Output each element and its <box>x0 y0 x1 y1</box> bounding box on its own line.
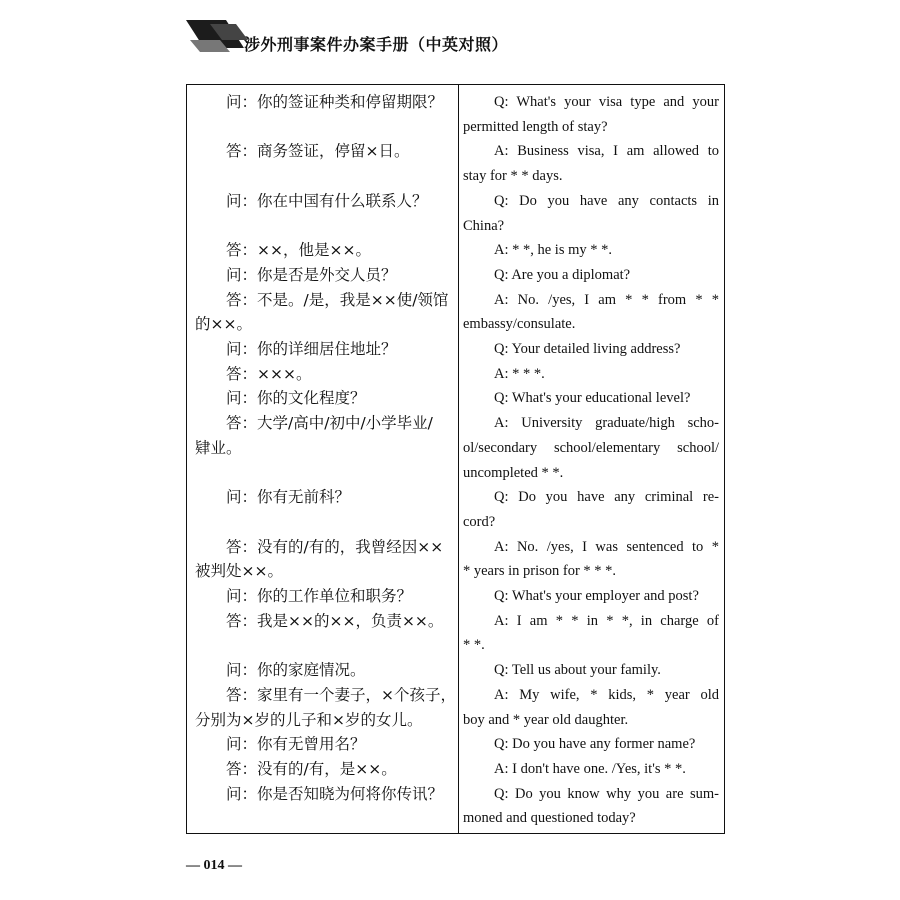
page-number: — 014 — <box>186 858 242 873</box>
zh-dialogue-line: 答：没有的/有的，我曾经因×× <box>226 537 444 556</box>
en-dialogue-line: A: University graduate/high scho- <box>494 415 719 432</box>
header-decoration-icon <box>186 18 248 52</box>
en-dialogue-line: Q: What's your educational level? <box>494 390 691 407</box>
zh-dialogue-line: 问：你的签证种类和停留期限？ <box>226 93 444 111</box>
zh-dialogue-line: 被判处××。 <box>195 562 283 581</box>
en-dialogue-line: A: I am * * in * *, in charge of <box>494 612 719 629</box>
zh-dialogue-line: 答：商务签证，停留×日。 <box>226 142 410 161</box>
zh-dialogue-line: 问：你是否知晓为何将你传讯？ <box>226 784 444 803</box>
en-dialogue-line: Q: What's your visa type and your <box>494 94 719 110</box>
en-dialogue-line: * *. <box>463 637 485 654</box>
zh-dialogue-line: 的××。 <box>195 315 252 334</box>
zh-dialogue-line: 问：你有无曾用名？ <box>226 735 366 754</box>
en-dialogue-line: uncompleted * *. <box>463 464 564 481</box>
en-dialogue-line: Q: Do you have any contacts in <box>494 192 719 209</box>
en-dialogue-line: ol/secondary school/elementary school/ <box>463 439 719 456</box>
en-dialogue-line: cord? <box>463 513 496 530</box>
zh-dialogue-line: 答：××，他是××。 <box>226 241 371 260</box>
en-dialogue-line: A: My wife, * kids, * year old <box>494 686 719 703</box>
zh-dialogue-line: 答：没有的/有，是××。 <box>226 759 397 778</box>
en-dialogue-line: A: * *, he is my * *. <box>494 242 613 259</box>
book-title: 涉外刑事案件办案手册（中英对照） <box>244 35 509 54</box>
en-dialogue-line: moned and questioned today? <box>463 810 636 827</box>
zh-dialogue-line: 答：家里有一个妻子，×个孩子， <box>226 685 456 704</box>
zh-dialogue-line: 答：不是。/是，我是××使/领馆 <box>226 290 449 309</box>
en-dialogue-line: A: Business visa, I am allowed to <box>494 143 719 160</box>
en-dialogue-line: stay for * * days. <box>463 168 563 185</box>
en-dialogue-line: * years in prison for * * *. <box>463 563 617 580</box>
dialogue-table <box>186 84 725 834</box>
zh-dialogue-line: 问：你的详细居住地址？ <box>226 340 397 358</box>
en-dialogue-line: A: No. /yes, I was sentenced to * <box>494 538 719 555</box>
en-dialogue-line: Q: Do you have any criminal re- <box>494 489 719 506</box>
en-dialogue-line: Q: Do you have any former name? <box>494 736 696 753</box>
zh-dialogue-line: 问：你的工作单位和职务？ <box>226 587 413 605</box>
en-dialogue-line: permitted length of stay? <box>463 118 608 135</box>
en-dialogue-line: A: No. /yes, I am * * from * * <box>494 291 719 308</box>
zh-dialogue-line: 答：×××。 <box>226 364 312 383</box>
en-dialogue-line: Q: Your detailed living address? <box>494 341 681 357</box>
en-dialogue-line: China? <box>463 217 505 234</box>
zh-dialogue-line: 问：你在中国有什么联系人？ <box>226 191 428 210</box>
zh-dialogue-line: 问：你的家庭情况。 <box>226 661 366 680</box>
en-dialogue-line: Q: Tell us about your family. <box>494 662 661 679</box>
en-dialogue-line: boy and * year old daughter. <box>463 711 629 728</box>
en-dialogue-line: embassy/consulate. <box>463 316 576 333</box>
en-dialogue-line: A: I don't have one. /Yes, it's * *. <box>494 760 686 777</box>
en-dialogue-line: Q: Do you know why you are sum- <box>494 785 719 802</box>
zh-dialogue-line: 答：大学/高中/初中/小学毕业/ <box>226 414 433 433</box>
column-divider <box>458 85 459 833</box>
zh-dialogue-line: 问：你的文化程度？ <box>226 389 366 408</box>
zh-dialogue-line: 答：我是××的××，负责××。 <box>226 611 444 630</box>
running-header <box>186 18 509 54</box>
en-dialogue-line: Q: What's your employer and post? <box>494 588 699 604</box>
zh-dialogue-line: 问：你有无前科？ <box>226 488 351 507</box>
zh-dialogue-line: 肄业。 <box>195 438 242 457</box>
en-dialogue-line: Q: Are you a diplomat? <box>494 266 631 283</box>
zh-dialogue-line: 分别为×岁的儿子和×岁的女儿。 <box>195 710 423 729</box>
zh-dialogue-line: 问：你是否是外交人员？ <box>226 265 397 284</box>
en-dialogue-line: A: * * *. <box>494 365 545 382</box>
